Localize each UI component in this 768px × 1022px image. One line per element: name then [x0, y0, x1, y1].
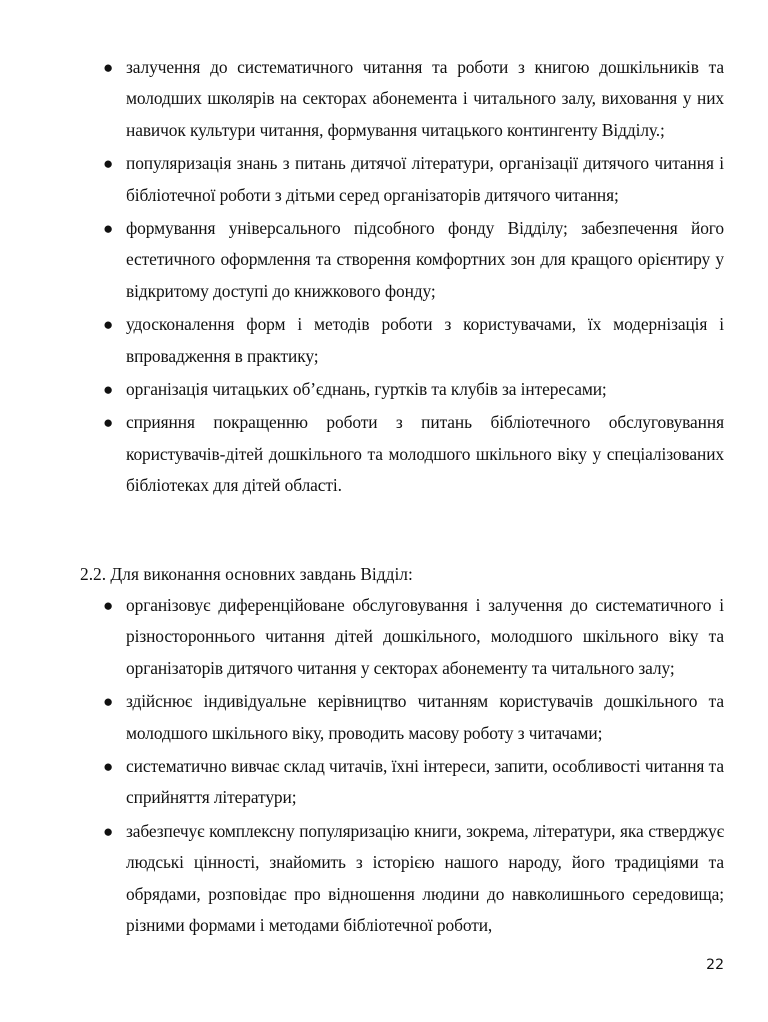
- list-item-text: організація читацьких об’єднань, гуртків та клубів за інтересами;: [126, 379, 607, 400]
- bullet-icon: ●: [103, 821, 114, 841]
- list-item: [0, 686, 768, 749]
- bullet-icon: ●: [103, 154, 114, 174]
- list-item: [0, 751, 768, 814]
- bullet-icon: ●: [103, 315, 114, 335]
- list-item-text: сприяння покращенню роботи з питань бібліотечного обслуговування користувачів-дітей дошкільного та молодшого шкільного віку у спеціалізованих бібліотеках для дітей області.: [126, 412, 724, 496]
- page-number: 22: [706, 957, 724, 973]
- list-item: [0, 213, 768, 307]
- list-item: [0, 374, 768, 405]
- section-heading: 2.2. Для виконання основних завдань Відділ:: [80, 564, 413, 584]
- list-item-text: популяризація знань з питань дитячої літератури, організації дитячого читання і бібліотечної роботи з дітьми серед організаторів дитячого читання;: [126, 153, 724, 205]
- list-item-text: забезпечує комплексну популяризацію книги, зокрема, літератури, яка стверджує людські цінності, знайомить з історією нашого народу, його традиціями та обрядами, розповідає про відношення людини до навколишнього середовища; різними формами і методами бібліотечної роботи,: [126, 820, 724, 936]
- list-item-text: організовує диференційоване обслуговування і залучення до систематичного і різностороннього читання дітей дошкільного, молодшого шкільного віку та організаторів дитячого читання у секторах абонементу та читального залу;: [126, 595, 724, 678]
- bullet-icon: ●: [103, 413, 114, 433]
- bullet-icon: ●: [103, 380, 114, 400]
- bullet-icon: ●: [103, 757, 114, 777]
- list-item-text: здійснює індивідуальне керівництво читанням користувачів дошкільного та молодшого шкільного віку, проводить масову роботу з читачами;: [126, 691, 724, 743]
- bullet-icon: ●: [103, 58, 114, 77]
- functions-list: [0, 590, 768, 943]
- bullet-icon: ●: [103, 219, 114, 239]
- task-list: [0, 52, 768, 504]
- list-item: [0, 148, 768, 211]
- list-item-text: залучення до систематичного читання та роботи з книгою дошкільників та молодших школярів на секторах абонемента і читального залу, виховання у них навичок культури читання, формування читацького контингенту Відділу.;: [126, 57, 724, 140]
- list-item: [0, 309, 768, 372]
- list-item: [0, 52, 768, 146]
- bullet-icon: ●: [103, 596, 114, 615]
- list-item: [0, 590, 768, 684]
- list-item: [0, 407, 768, 501]
- list-item-text: удосконалення форм і методів роботи з користувачами, їх модернізація і впровадження в практику;: [126, 314, 724, 366]
- bullet-icon: ●: [103, 692, 114, 712]
- list-item: [0, 816, 768, 942]
- list-item-text: систематично вивчає склад читачів, їхні інтереси, запити, особливості читання та сприйняття літератури;: [126, 756, 724, 808]
- list-item-text: формування універсального підсобного фонду Відділу; забезпечення його естетичного оформлення та створення комфортних зон для кращого орієнтиру у відкритому доступі до книжкового фонду;: [126, 218, 724, 301]
